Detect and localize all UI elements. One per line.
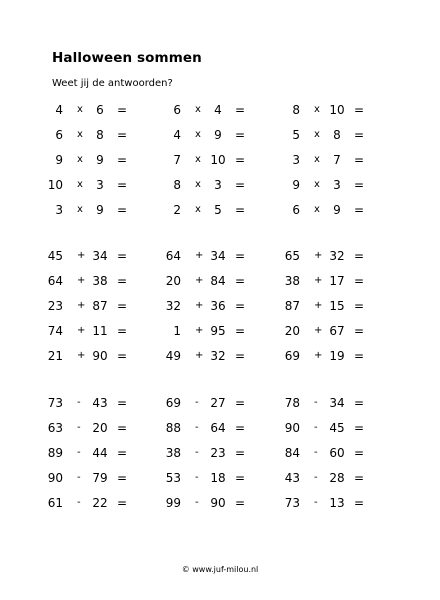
operator-sign: +	[314, 325, 323, 336]
equals-sign: =	[235, 421, 246, 435]
operand-a: 99	[165, 496, 181, 510]
operand-b: 32	[210, 349, 226, 363]
operand-a: 69	[165, 396, 181, 410]
operator-sign: +	[314, 300, 323, 311]
operand-b: 28	[329, 471, 345, 485]
equals-sign: =	[235, 446, 246, 460]
operand-a: 1	[173, 324, 181, 338]
operand-b: 79	[92, 471, 108, 485]
operand-b: 6	[96, 103, 104, 117]
operator-sign: +	[314, 275, 323, 286]
operator-sign: +	[314, 250, 323, 261]
equals-sign: =	[354, 249, 365, 263]
operator-sign: +	[77, 300, 86, 311]
operand-a: 9	[55, 153, 63, 167]
equals-sign: =	[117, 496, 128, 510]
operand-a: 84	[284, 446, 300, 460]
operator-sign: +	[77, 275, 86, 286]
operand-a: 10	[47, 178, 63, 192]
operand-a: 38	[284, 274, 300, 288]
operand-b: 8	[333, 128, 341, 142]
operator-sign: +	[77, 250, 86, 261]
operand-b: 34	[329, 396, 345, 410]
operand-b: 87	[92, 299, 108, 313]
operand-a: 9	[292, 178, 300, 192]
equals-sign: =	[235, 496, 246, 510]
operator-sign: x	[195, 154, 201, 165]
operand-b: 17	[329, 274, 345, 288]
operand-b: 64	[210, 421, 226, 435]
operator-sign: -	[314, 397, 318, 408]
operand-b: 9	[96, 153, 104, 167]
operand-a: 73	[284, 496, 300, 510]
operand-b: 19	[329, 349, 345, 363]
operator-sign: x	[314, 204, 320, 215]
equals-sign: =	[354, 103, 365, 117]
operand-b: 3	[214, 178, 222, 192]
operator-sign: -	[77, 447, 81, 458]
equals-sign: =	[354, 299, 365, 313]
equals-sign: =	[117, 446, 128, 460]
equals-sign: =	[117, 349, 128, 363]
operand-b: 44	[92, 446, 108, 460]
operand-a: 64	[165, 249, 181, 263]
equals-sign: =	[117, 128, 128, 142]
equals-sign: =	[354, 128, 365, 142]
operand-b: 7	[333, 153, 341, 167]
operand-a: 78	[284, 396, 300, 410]
operand-b: 34	[210, 249, 226, 263]
equals-sign: =	[354, 324, 365, 338]
operand-b: 10	[329, 103, 345, 117]
worksheet-subtitle: Weet jij de antwoorden?	[52, 78, 173, 89]
equals-sign: =	[235, 128, 246, 142]
operator-sign: +	[195, 350, 204, 361]
operand-b: 22	[92, 496, 108, 510]
operand-b: 3	[96, 178, 104, 192]
operand-b: 23	[210, 446, 226, 460]
operator-sign: +	[195, 250, 204, 261]
operand-b: 90	[210, 496, 226, 510]
operand-a: 69	[284, 349, 300, 363]
operand-b: 9	[333, 203, 341, 217]
operand-b: 90	[92, 349, 108, 363]
operand-a: 6	[292, 203, 300, 217]
operator-sign: -	[77, 397, 81, 408]
equals-sign: =	[235, 178, 246, 192]
equals-sign: =	[354, 203, 365, 217]
footer-credit: © www.juf-milou.nl	[181, 565, 259, 574]
operand-b: 84	[210, 274, 226, 288]
operator-sign: x	[195, 129, 201, 140]
equals-sign: =	[117, 324, 128, 338]
operator-sign: +	[195, 300, 204, 311]
operator-sign: -	[195, 472, 199, 483]
operator-sign: +	[195, 275, 204, 286]
operand-a: 8	[173, 178, 181, 192]
operand-b: 27	[210, 396, 226, 410]
equals-sign: =	[235, 349, 246, 363]
equals-sign: =	[354, 349, 365, 363]
operand-a: 7	[173, 153, 181, 167]
equals-sign: =	[117, 103, 128, 117]
equals-sign: =	[117, 274, 128, 288]
operand-b: 34	[92, 249, 108, 263]
operator-sign: x	[195, 204, 201, 215]
operator-sign: +	[77, 325, 86, 336]
operand-a: 20	[165, 274, 181, 288]
operand-b: 11	[92, 324, 108, 338]
operator-sign: x	[77, 154, 83, 165]
operand-b: 13	[329, 496, 345, 510]
equals-sign: =	[117, 396, 128, 410]
operand-b: 3	[333, 178, 341, 192]
operand-a: 74	[47, 324, 63, 338]
operand-b: 9	[96, 203, 104, 217]
operand-a: 3	[55, 203, 63, 217]
operand-a: 3	[292, 153, 300, 167]
operand-a: 89	[47, 446, 63, 460]
operator-sign: +	[195, 325, 204, 336]
equals-sign: =	[235, 299, 246, 313]
operator-sign: x	[77, 104, 83, 115]
operand-b: 8	[96, 128, 104, 142]
operand-b: 36	[210, 299, 226, 313]
equals-sign: =	[117, 203, 128, 217]
operand-a: 8	[292, 103, 300, 117]
operand-a: 38	[165, 446, 181, 460]
equals-sign: =	[354, 178, 365, 192]
operator-sign: x	[314, 129, 320, 140]
operand-a: 6	[55, 128, 63, 142]
equals-sign: =	[235, 324, 246, 338]
operator-sign: -	[314, 497, 318, 508]
equals-sign: =	[354, 274, 365, 288]
operand-a: 21	[47, 349, 63, 363]
equals-sign: =	[117, 249, 128, 263]
operator-sign: x	[195, 104, 201, 115]
operand-a: 90	[47, 471, 63, 485]
operand-b: 32	[329, 249, 345, 263]
operator-sign: x	[77, 179, 83, 190]
operand-a: 65	[284, 249, 300, 263]
worksheet-title: Halloween sommen	[52, 50, 202, 66]
operator-sign: -	[314, 422, 318, 433]
equals-sign: =	[354, 396, 365, 410]
operator-sign: +	[77, 350, 86, 361]
equals-sign: =	[117, 299, 128, 313]
operator-sign: +	[314, 350, 323, 361]
operand-b: 67	[329, 324, 345, 338]
operand-a: 43	[284, 471, 300, 485]
equals-sign: =	[117, 178, 128, 192]
operator-sign: x	[77, 204, 83, 215]
equals-sign: =	[117, 421, 128, 435]
equals-sign: =	[117, 471, 128, 485]
equals-sign: =	[354, 471, 365, 485]
operand-a: 90	[284, 421, 300, 435]
operator-sign: -	[195, 422, 199, 433]
equals-sign: =	[235, 471, 246, 485]
equals-sign: =	[354, 446, 365, 460]
operand-a: 88	[165, 421, 181, 435]
equals-sign: =	[354, 421, 365, 435]
operator-sign: x	[77, 129, 83, 140]
operator-sign: -	[77, 472, 81, 483]
operator-sign: -	[77, 497, 81, 508]
operand-b: 10	[210, 153, 226, 167]
operand-a: 4	[173, 128, 181, 142]
operand-a: 61	[47, 496, 63, 510]
operand-a: 49	[165, 349, 181, 363]
operator-sign: -	[77, 422, 81, 433]
operand-b: 38	[92, 274, 108, 288]
operand-a: 32	[165, 299, 181, 313]
operand-b: 43	[92, 396, 108, 410]
equals-sign: =	[354, 153, 365, 167]
operator-sign: -	[195, 397, 199, 408]
operand-a: 45	[47, 249, 63, 263]
operator-sign: x	[314, 179, 320, 190]
operator-sign: -	[195, 447, 199, 458]
operand-a: 87	[284, 299, 300, 313]
operand-a: 53	[165, 471, 181, 485]
equals-sign: =	[235, 203, 246, 217]
equals-sign: =	[235, 153, 246, 167]
operand-b: 5	[214, 203, 222, 217]
operand-a: 64	[47, 274, 63, 288]
operand-a: 63	[47, 421, 63, 435]
operand-b: 20	[92, 421, 108, 435]
operand-b: 45	[329, 421, 345, 435]
operand-a: 20	[284, 324, 300, 338]
operand-a: 4	[55, 103, 63, 117]
equals-sign: =	[235, 274, 246, 288]
operand-b: 9	[214, 128, 222, 142]
operator-sign: -	[314, 447, 318, 458]
equals-sign: =	[235, 396, 246, 410]
operator-sign: x	[314, 104, 320, 115]
operand-a: 2	[173, 203, 181, 217]
operand-b: 15	[329, 299, 345, 313]
operator-sign: x	[314, 154, 320, 165]
operand-a: 23	[47, 299, 63, 313]
operand-a: 73	[47, 396, 63, 410]
operator-sign: -	[314, 472, 318, 483]
operand-b: 18	[210, 471, 226, 485]
equals-sign: =	[235, 249, 246, 263]
operand-a: 6	[173, 103, 181, 117]
operand-a: 5	[292, 128, 300, 142]
equals-sign: =	[235, 103, 246, 117]
operand-b: 60	[329, 446, 345, 460]
operand-b: 4	[214, 103, 222, 117]
equals-sign: =	[354, 496, 365, 510]
equals-sign: =	[117, 153, 128, 167]
operand-b: 95	[210, 324, 226, 338]
operator-sign: -	[195, 497, 199, 508]
operator-sign: x	[195, 179, 201, 190]
